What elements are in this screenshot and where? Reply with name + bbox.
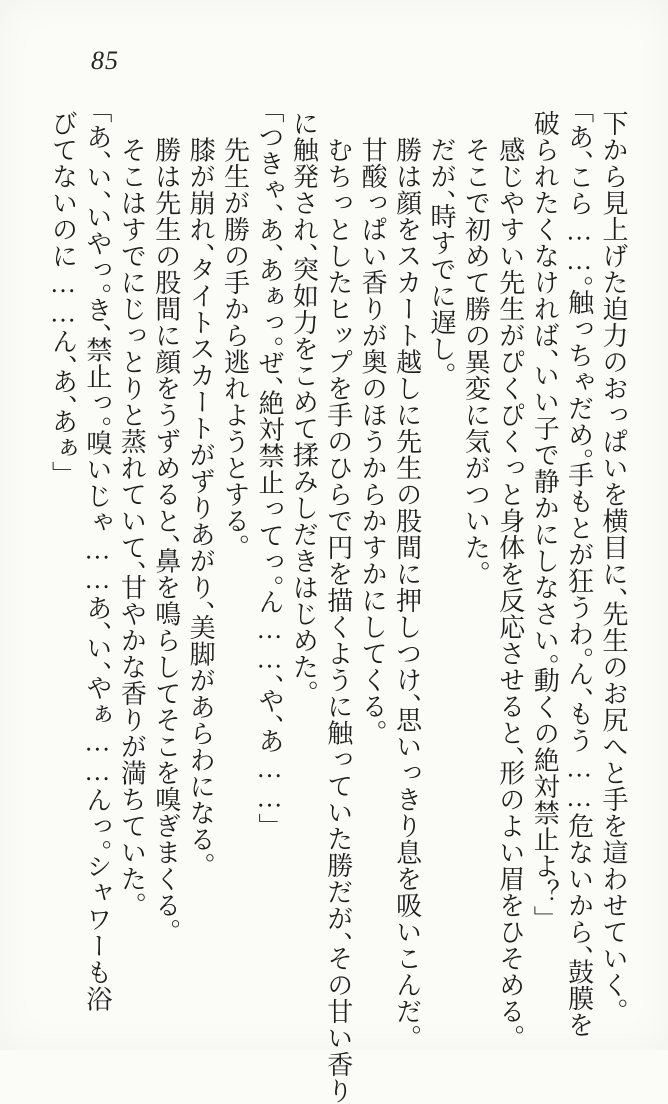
text-line: そこはすでにじっとりと蒸れていて、甘やかな香りが満ちていた。 xyxy=(117,110,147,906)
text-area xyxy=(45,110,630,1104)
text-line: 感じやすい先生がぴくぴくっと身体を反応させると、形のよい眉をひそめる。 xyxy=(495,110,525,1038)
text-line: そこで初めて勝の異変に気がついた。 xyxy=(461,110,491,574)
text-line: 膝が崩れ、タイトスカートがずりあがり、美脚があらわになる。 xyxy=(186,110,216,866)
text-line: 先生が勝の手から逃れようとする。 xyxy=(220,110,250,548)
text-line: 甘酸っぱい香りが奥のほうからかすかにしてくる。 xyxy=(358,110,388,733)
text-line: だが、時すでに遅し。 xyxy=(426,110,456,376)
text-line: 「つきゃ、あ、あぁっ。ぜ、絶対禁止ってっ。ん……、や、あ……」 xyxy=(254,110,284,827)
text-line: むちっとしたヒップを手のひらで円を描くように触っていた勝だが、その甘い香り xyxy=(323,110,353,1104)
text-line: 「あ、こら……。触っちゃだめ。手もとが狂うわ。ん、もう……危ないから、鼓膜を xyxy=(564,110,594,1038)
page-number: 85 xyxy=(91,46,119,75)
text-line: 下から見上げた迫力のおっぱいを横目に、先生のお尻へと手を這わせていく。 xyxy=(599,110,628,1012)
text-line: 勝は先生の股間に顔をうずめると、鼻を鳴らしてそこを嗅ぎまくる。 xyxy=(151,110,181,932)
text-line: に触発され、突如力をこめて揉みしだきはじめた。 xyxy=(289,110,319,694)
text-line: 勝は顔をスカート越しに先生の股間に押しつけ、思いっきり息を吸いこんだ。 xyxy=(392,110,422,1038)
text-line: びてないのに……ん、あ、あぁ」 xyxy=(48,110,78,475)
text-line: 破られたくなければ、いい子で静かにしなさい。動くの絶対禁止よ？」 xyxy=(530,110,560,919)
text-line: 「あ、い、いやっ。き、禁止っ。嗅いじゃ……あ、い、やぁ……んっ。シャワーも浴 xyxy=(82,110,112,1012)
